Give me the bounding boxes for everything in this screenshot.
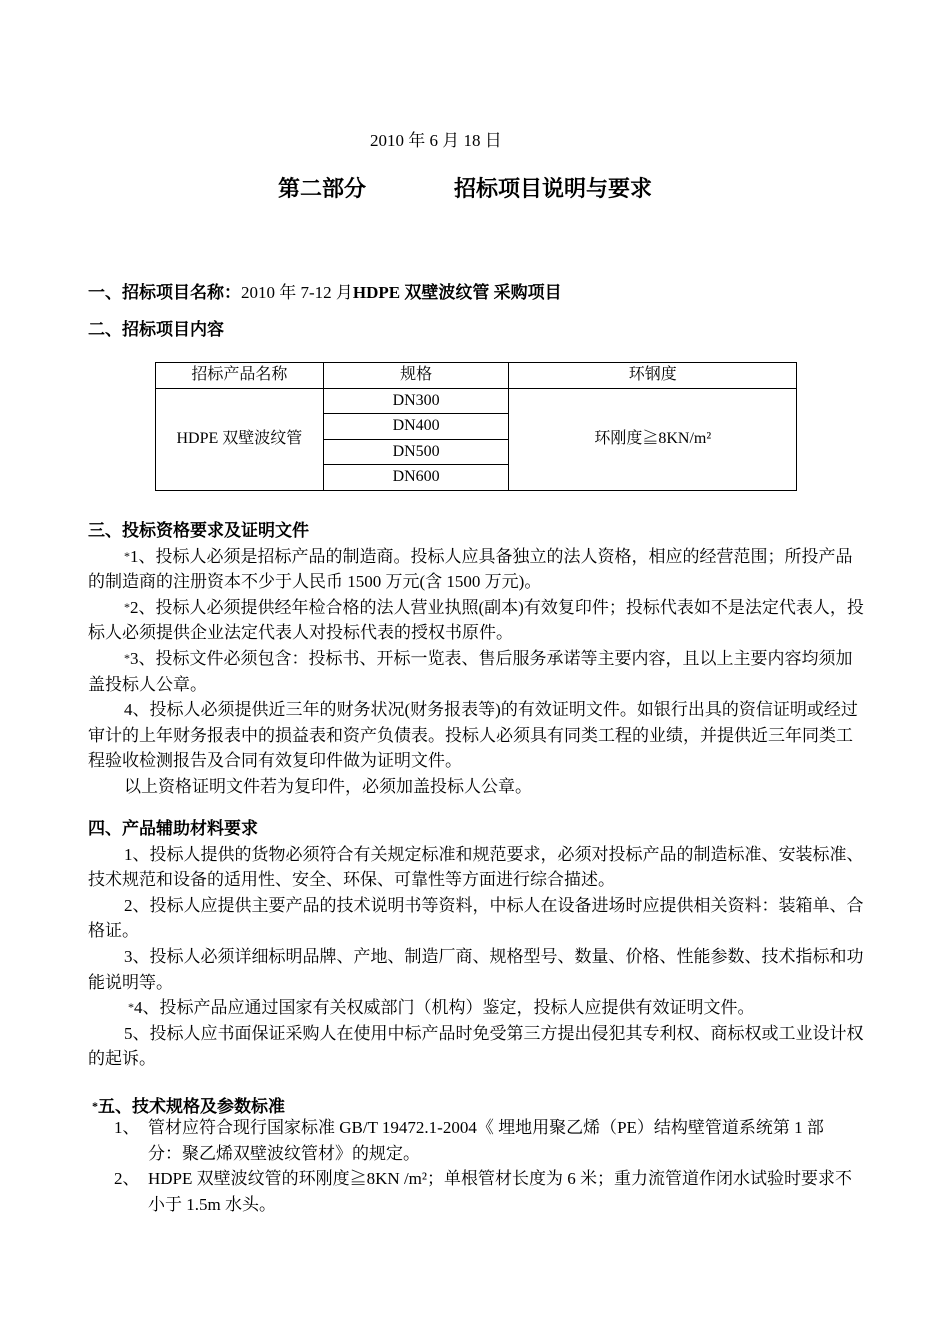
table-stiffness-value: 环刚度≧8KN/m²	[509, 388, 797, 490]
table-spec-cell: DN600	[323, 465, 509, 491]
table-header-stiffness: 环钢度	[509, 363, 797, 389]
section-4-para-1: 1、投标人提供的货物必须符合有关规定标准和规范要求，必须对投标产品的制造标准、安装标准、技术规范和设备的适用性、安全、环保、可靠性等方面进行综合描述。	[88, 844, 864, 890]
section-4-para-5: 5、投标人应书面保证采购人在使用中标产品时免受第三方提出侵犯其专利权、商标权或工业设计权的起诉。	[88, 1023, 864, 1069]
section-5-heading: *五、技术规格及参数标准	[92, 1097, 285, 1116]
section-4-para-4: *4、投标产品应通过国家有关权威部门（机构）鉴定，投标人应提供有效证明文件。	[128, 998, 755, 1018]
section-3	[88, 518, 868, 800]
project-product: HDPE 双壁波纹管 采购项目	[352, 283, 562, 302]
table-spec-cell: DN300	[323, 388, 509, 414]
section-3-para-3: *3、投标文件必须包含：投标书、开标一览表、售后服务承诺等主要内容，且以上主要内容均须加盖投标人公章。	[88, 648, 853, 694]
section-1-line	[88, 278, 562, 303]
section-3-para-2: *2、投标人必须提供经年检合格的法人营业执照(副本)有效复印件；投标代表如不是法定代表人，投标人必须提供企业法定代表人对投标代表的授权书原件。	[88, 597, 864, 643]
table-spec-cell: DN500	[323, 439, 509, 465]
section-2-heading: 二、招标项目内容	[88, 320, 224, 339]
spec-table	[155, 362, 797, 491]
section-4-heading: 四、产品辅助材料要求	[88, 819, 258, 838]
title-part: 第二部分	[278, 176, 367, 201]
section-4-para-3: 3、投标人必须详细标明品牌、产地、制造厂商、规格型号、数量、价格、性能参数、技术指标和功能说明等。	[88, 946, 864, 992]
table-product-name: HDPE 双壁波纹管	[156, 388, 324, 490]
section-3-para-1: *1、投标人必须是招标产品的制造商。投标人应具备独立的法人资格，相应的经营范围；所投产品的制造商的注册资本不少于人民币 1500 万元(含 1500 万元)。	[88, 546, 853, 592]
section-3-para-4: 4、投标人必须提供近三年的财务状况(财务报表等)的有效证明文件。如银行出具的资信证明或经过审计的上年财务报表中的损益表和资产负债表。投标人必须具有同类工程的业绩，并提供近三年同类工程验收检测报告及合同有效复印件做为证明文件。	[88, 700, 858, 771]
section-4	[88, 816, 868, 1072]
page-title	[278, 172, 652, 203]
section-5-item-1	[114, 1115, 854, 1166]
section-3-para-5: 以上资格证明文件若为复印件，必须加盖投标人公章。	[124, 776, 532, 796]
item-text: 管材应符合现行国家标准 GB/T 19472.1-2004《 埋地用聚乙烯（PE）结构壁管道系统第 1 部分：聚乙烯双壁波纹管材》的规定。	[148, 1118, 824, 1163]
section-4-para-2: 2、投标人应提供主要产品的技术说明书等资料，中标人在设备进场时应提供相关资料：装箱单、合格证。	[88, 895, 864, 941]
section-3-heading: 三、投标资格要求及证明文件	[88, 521, 309, 540]
table-spec-cell: DN400	[323, 414, 509, 440]
title-name: 招标项目说明与要求	[454, 176, 653, 201]
item-number: 1、	[114, 1118, 140, 1137]
item-text: HDPE 双壁波纹管的环刚度≧8KN /m²；单根管材长度为 6 米；重力流管道作闭水试验时要求不小于 1.5m 水头。	[148, 1169, 852, 1214]
project-year: 2010 年 7-12 月	[241, 283, 353, 302]
document-date: 2010 年 6 月 18 日	[370, 131, 502, 150]
table-header-spec: 规格	[323, 363, 509, 389]
section-1-label: 一、招标项目名称：	[88, 283, 241, 302]
item-number: 2、	[114, 1169, 140, 1188]
section-5-item-2	[114, 1166, 854, 1217]
table-header-product: 招标产品名称	[156, 363, 324, 389]
